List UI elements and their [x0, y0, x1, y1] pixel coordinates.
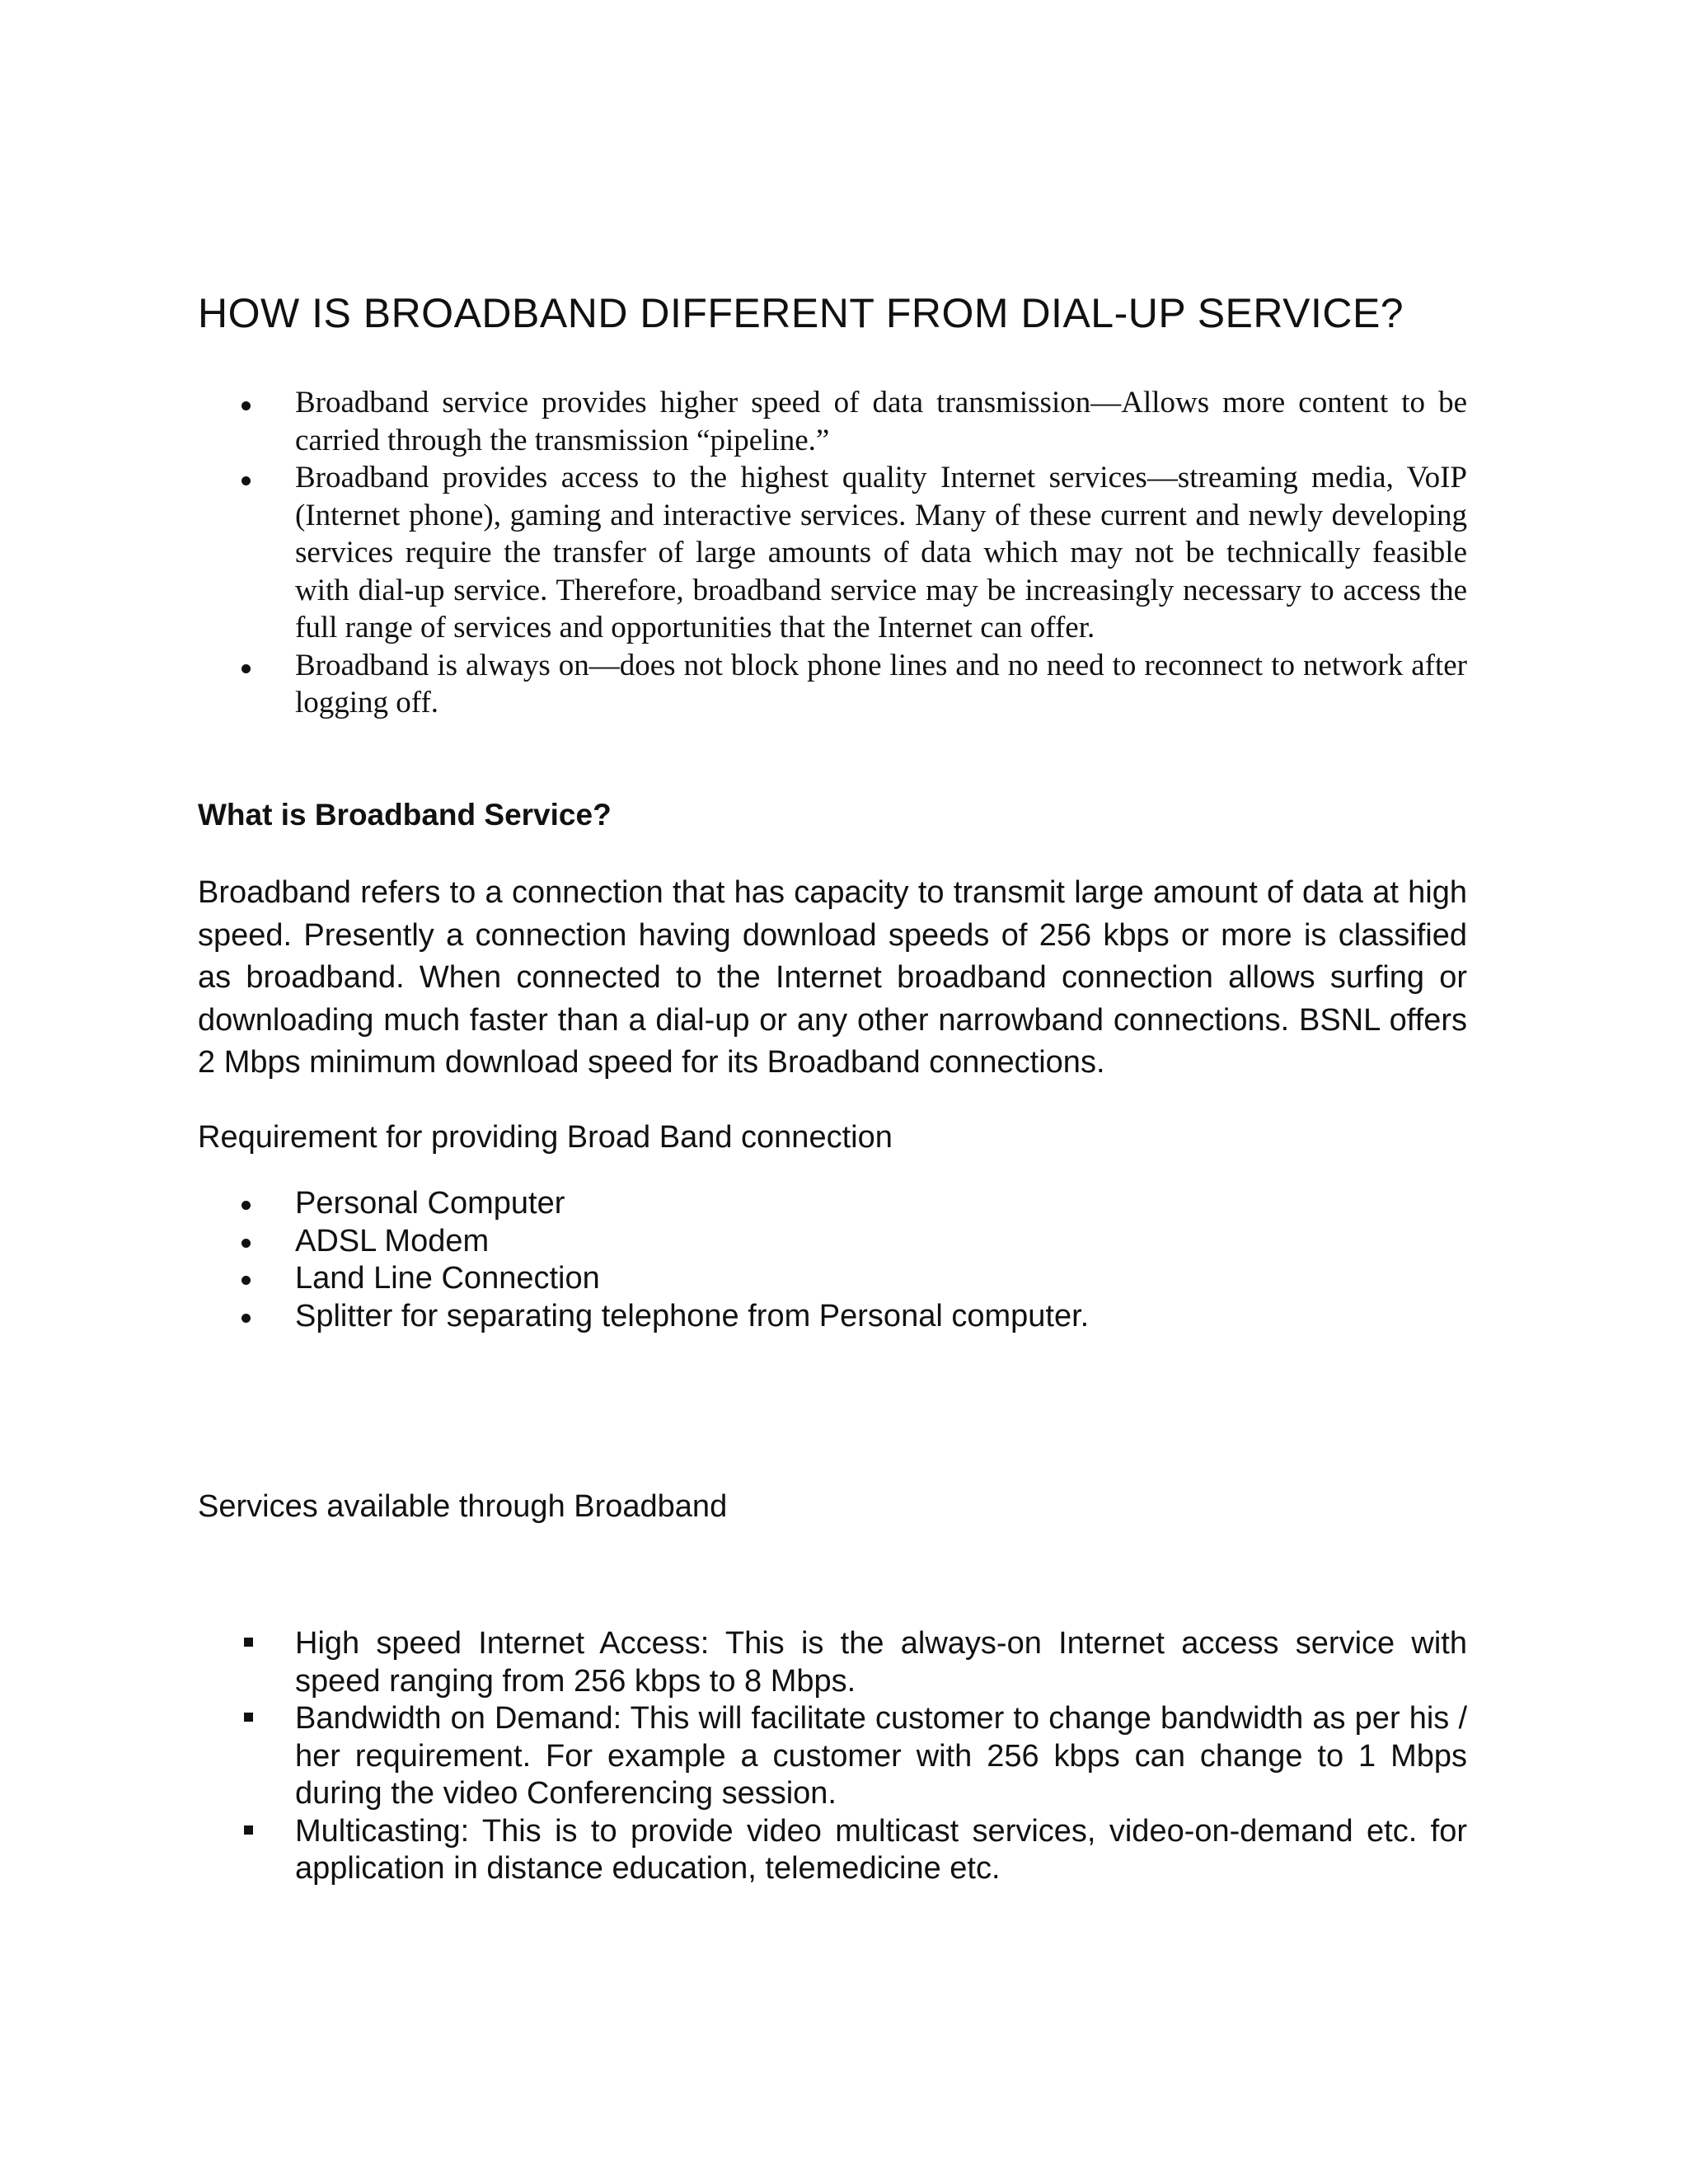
bullet-square-icon: [244, 1713, 253, 1722]
list-item-text: ADSL Modem: [295, 1223, 490, 1258]
list-item-text: Broadband is always on—does not block phone lines and no need to reconnect to network after logging off.: [295, 648, 1467, 719]
differences-list: [198, 384, 1467, 722]
list-item: [198, 459, 1467, 647]
list-item-text: Splitter for separating telephone from Personal computer.: [295, 1298, 1090, 1333]
list-item: [198, 1185, 1467, 1223]
bullet-dot-icon: [241, 476, 251, 485]
list-item: [198, 1813, 1467, 1888]
bullet-dot-icon: [241, 1276, 251, 1285]
list-item-text: Broadband provides access to the highest quality Internet services—streaming media, VoIP (Internet phone), gaming and interactive services. Many of these current and newly developing services require the transfer of large amounts of data which may not be technically feasible with dial-up service. Therefore, broadband service may be increasingly necessary to access the full range of services and opportunities that the Internet can offer.: [295, 461, 1467, 644]
bullet-dot-icon: [241, 401, 251, 410]
section-heading: What is Broadband Service?: [198, 798, 612, 832]
bullet-dot-icon: [241, 1201, 251, 1210]
list-item-text: Personal Computer: [295, 1186, 565, 1221]
list-item-text: High speed Internet Access: This is the always-on Internet access service with speed ranging from 256 kbps to 8 Mbps.: [295, 1626, 1467, 1699]
requirements-label: Requirement for providing Broad Band connection: [198, 1120, 893, 1155]
list-item: [198, 1298, 1467, 1336]
list-item-text: Multicasting: This is to provide video multicast services, video-on-demand etc. for application in distance education, telemedicine etc.: [295, 1813, 1467, 1886]
bullet-dot-icon: [241, 1314, 251, 1323]
bullet-square-icon: [244, 1638, 253, 1647]
list-item: [198, 384, 1467, 459]
bullet-square-icon: [244, 1825, 253, 1835]
list-item: [198, 1260, 1467, 1298]
list-item-text: Land Line Connection: [295, 1261, 600, 1296]
page-title: HOW IS BROADBAND DIFFERENT FROM DIAL-UP SERVICE?: [198, 290, 1404, 336]
list-item-text: Bandwidth on Demand: This will facilitate customer to change bandwidth as per his / her requirement. For example a customer with 256 kbps can change to 1 Mbps during the video Conferencing session.: [295, 1701, 1467, 1811]
requirements-list: [198, 1185, 1467, 1335]
list-item-text: Broadband service provides higher speed of data transmission—Allows more content to be carried through the transmission “pipeline.”: [295, 386, 1467, 457]
bullet-dot-icon: [241, 1239, 251, 1248]
body-paragraph: Broadband refers to a connection that has capacity to transmit large amount of data at high speed. Presently a connection having download speeds of 256 kbps or more is classified as broadband. When connected to the Internet broadband connection allows surfing or downloading much faster than a dial-up or any other narrowband connections. BSNL offers 2 Mbps minimum download speed for its Broadband connections.: [198, 875, 1467, 1080]
list-item: [198, 1700, 1467, 1813]
services-label: Services available through Broadband: [198, 1489, 728, 1524]
services-list: [198, 1625, 1467, 1888]
bullet-dot-icon: [241, 664, 251, 673]
list-item: [198, 1223, 1467, 1261]
list-item: [198, 1625, 1467, 1700]
list-item: [198, 647, 1467, 722]
